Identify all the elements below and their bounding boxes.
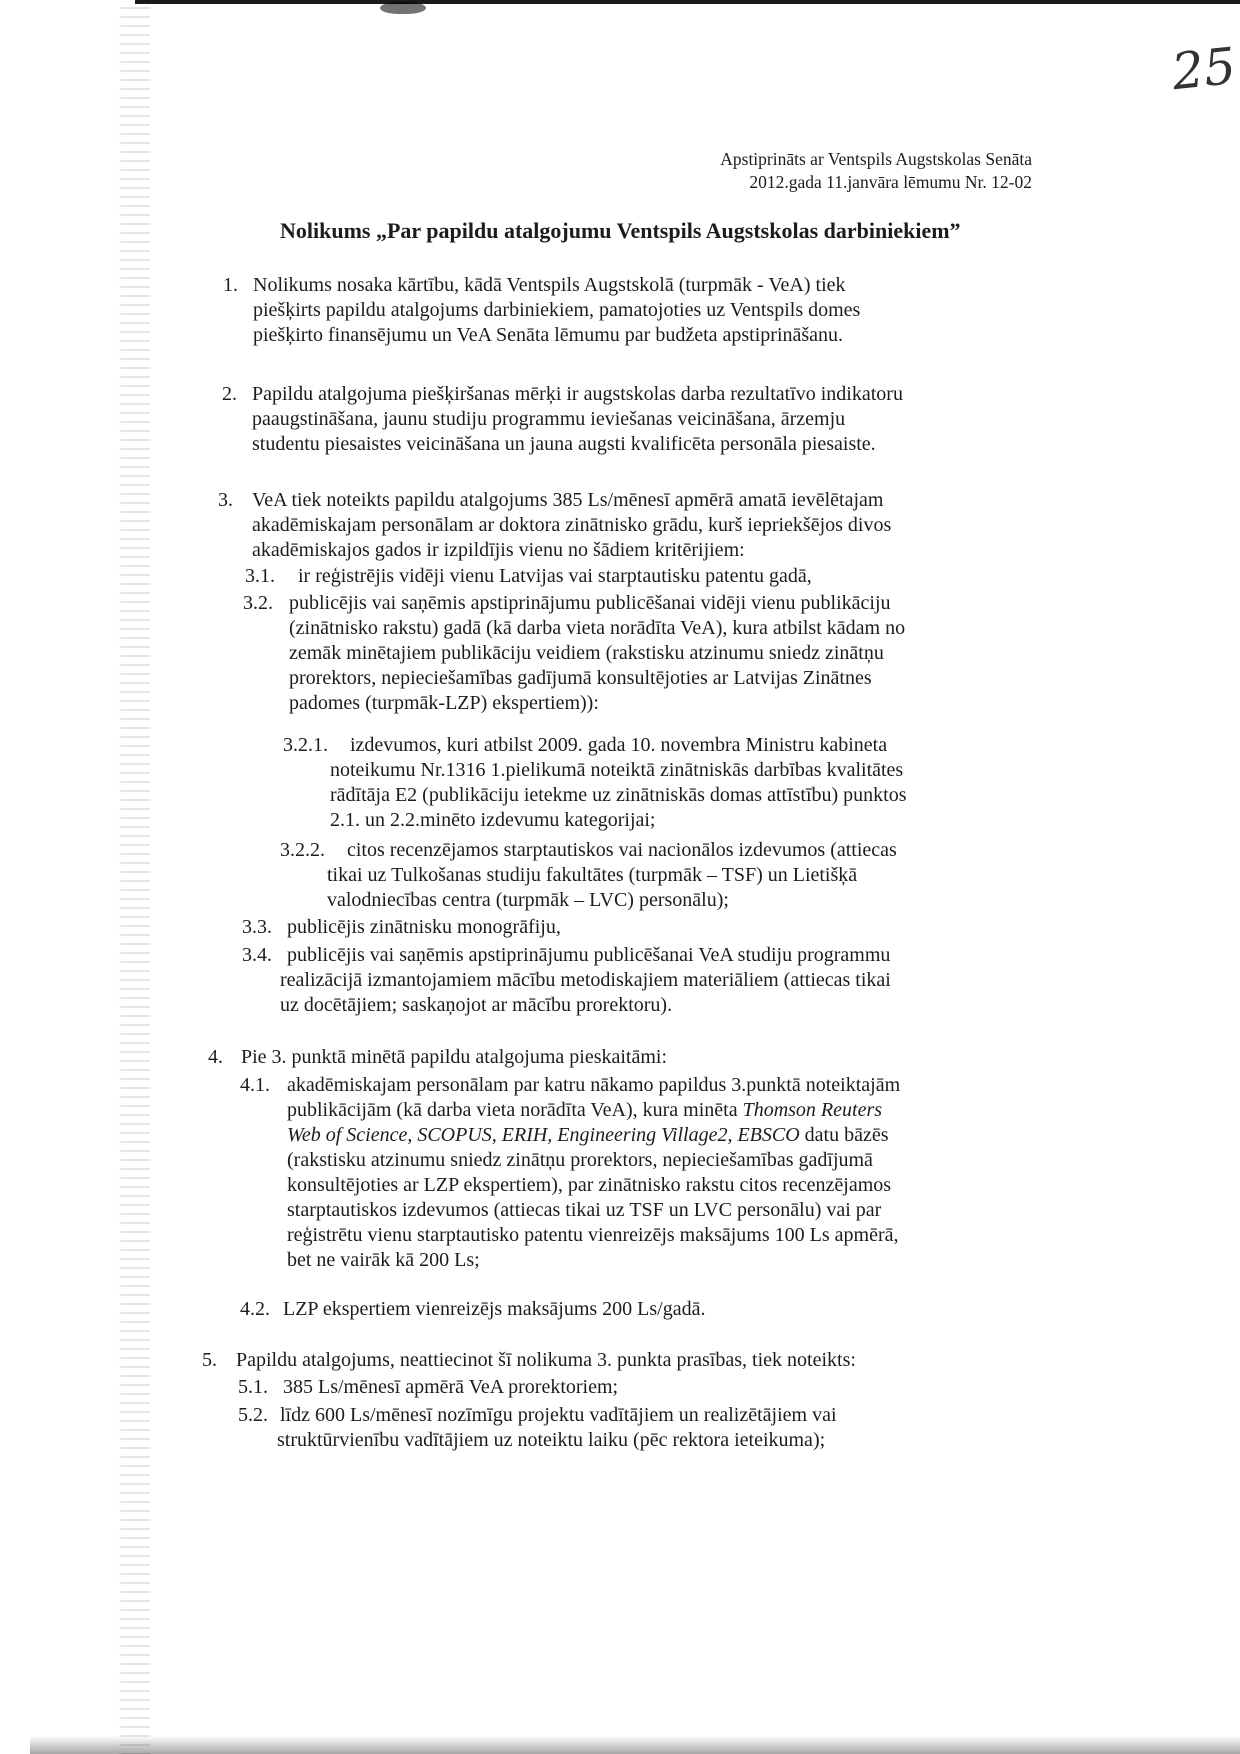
clause-4-1-cont [287, 1098, 899, 1273]
clause-5-1-number: 5.1. [238, 1376, 268, 1398]
text-line: publicējis zinātnisku monogrāfiju, [287, 916, 561, 938]
clause-3-2 [289, 591, 891, 616]
text-line: līdz 600 Ls/mēnesī nozīmīgu projektu vadītājiem un realizētājiem vai [280, 1404, 837, 1426]
clause-2 [252, 382, 903, 457]
clause-3 [252, 488, 891, 563]
clause-5-2-number: 5.2. [238, 1404, 268, 1426]
text-line: tikai uz Tulkošanas studiju fakultātes (turpmāk – TSF) un Lietišķā [327, 864, 858, 886]
clause-4 [241, 1045, 667, 1070]
clause-3-4-number: 3.4. [242, 944, 272, 966]
text-span: publikācijām (kā darba vieta norādīta VeA), kura minēta [287, 1099, 743, 1121]
clause-3-2-2-cont [327, 863, 857, 913]
text-line: padomes (turpmāk-LZP) ekspertiem)): [289, 692, 599, 714]
text-line: paaugstināšana, jaunu studiju programmu ieviešanas veicināšana, ārzemju [252, 408, 846, 430]
scan-smudge [380, 2, 426, 14]
text-line: izdevumos, kuri atbilst 2009. gada 10. novembra Ministru kabineta [350, 734, 888, 756]
clause-3-1-number: 3.1. [245, 565, 275, 587]
text-line: bet ne vairāk kā 200 Ls; [287, 1249, 480, 1271]
text-line: 385 Ls/mēnesī apmērā VeA prorektoriem; [283, 1376, 619, 1398]
clause-3-2-2-number: 3.2.2. [280, 839, 325, 861]
text-line: LZP ekspertiem vienreizējs maksājums 200 Ls/gadā. [283, 1298, 706, 1320]
text-line: akadēmiskajam personālam par katru nākamo papildus 3.punktā noteiktajām [287, 1074, 901, 1096]
clause-3-2-1 [350, 733, 887, 758]
text-line: piešķirts papildu atalgojums darbiniekiem, pamatojoties uz Ventspils domes [253, 299, 861, 321]
text-line: (zinātnisko rakstu) gadā (kā darba vieta norādīta VeA), kura atbilst kādam no [289, 617, 906, 639]
text-line: Pie 3. punktā minētā papildu atalgojuma pieskaitāmi: [241, 1046, 668, 1068]
text-line: Papildu atalgojums, neattiecinot šī nolikuma 3. punkta prasības, tiek noteikts: [236, 1349, 856, 1371]
clause-2-number: 2. [222, 383, 237, 405]
clause-3-3 [287, 915, 561, 940]
text-line [287, 1098, 899, 1123]
text-line: zemāk minētajiem publikāciju veidiem (rakstisku atzinumu sniedz zinātņu [289, 642, 884, 664]
text-line: struktūrvienību vadītājiem uz noteiktu laiku (pēc rektora ieteikuma); [277, 1429, 826, 1451]
clause-3-2-number: 3.2. [243, 592, 273, 614]
text-line: publicējis vai saņēmis apstiprinājumu publicēšanai vidēji vienu publikāciju [289, 592, 891, 614]
document-title: Nolikums „Par papildu atalgojumu Ventspils Augstskolas darbiniekiem” [280, 218, 961, 243]
clause-4-number: 4. [208, 1046, 223, 1068]
text-line: konsultējoties ar LZP ekspertiem), par zinātnisko rakstu citos recenzējamos [287, 1174, 892, 1196]
text-line: (rakstisku atzinumu sniedz zinātņu prorektors, nepieciešamības gadījumā [287, 1149, 873, 1171]
text-line: rādītāja E2 (publikāciju ietekme uz zinātniskās domas attīstību) punktos [330, 784, 907, 806]
text-line: 2.1. un 2.2.minēto izdevumu kategorijai; [330, 809, 656, 831]
clause-3-4 [287, 943, 890, 968]
clause-3-3-number: 3.3. [242, 916, 272, 938]
text-span: datu bāzēs [799, 1124, 889, 1146]
text-line: piešķirto finansējumu un VeA Senāta lēmumu par budžeta apstiprināšanu. [253, 324, 844, 346]
scan-edge-top [135, 0, 1240, 4]
clause-3-number: 3. [218, 489, 233, 511]
text-line: studentu piesaistes veicināšana un jauna augsti kvalificēta personāla piesaiste. [252, 433, 876, 455]
approval-note [720, 148, 1032, 194]
text-line: ir reģistrējis vidēji vienu Latvijas vai starptautisku patentu gadā, [298, 565, 812, 587]
text-line: reģistrētu vienu starptautisko patentu vienreizējs maksājums 100 Ls apmērā, [287, 1224, 899, 1246]
scan-edge-bottom [30, 1736, 1240, 1754]
text-line: Nolikums nosaka kārtību, kādā Ventspils Augstskolā (turpmāk - VeA) tiek [253, 274, 846, 296]
handwritten-page-number: 25 [1169, 36, 1239, 102]
text-line: VeA tiek noteikts papildu atalgojums 385 Ls/mēnesī apmērā amatā ievēlētajam [252, 489, 884, 511]
clause-4-2 [283, 1297, 705, 1322]
text-line: noteikumu Nr.1316 1.pielikumā noteiktā zinātniskās darbības kvalitātes [330, 759, 904, 781]
clause-5-1 [283, 1375, 618, 1400]
text-line: prorektors, nepieciešamības gadījumā konsultējoties ar Latvijas Zinātnes [289, 667, 872, 689]
text-line: citos recenzējamos starptautiskos vai nacionālos izdevumos (attiecas [347, 839, 897, 861]
clause-5-number: 5. [202, 1349, 217, 1371]
approval-line: 2012.gada 11.janvāra lēmumu Nr. 12-02 [749, 172, 1032, 192]
approval-line: Apstiprināts ar Ventspils Augstskolas Senāta [720, 149, 1032, 169]
text-line: realizācijā izmantojamiem mācību metodiskajiem materiāliem (attiecas tikai [280, 969, 891, 991]
clause-3-4-cont [280, 968, 891, 1018]
text-line: Papildu atalgojuma piešķiršanas mērķi ir augstskolas darba rezultatīvo indikatoru [252, 383, 903, 405]
clause-5-2-cont [277, 1428, 825, 1453]
clause-1 [253, 273, 860, 348]
database-name: Thomson Reuters [742, 1099, 883, 1121]
clause-3-1 [298, 564, 812, 589]
text-line: valodniecības centra (turpmāk – LVC) personālu); [327, 889, 729, 911]
text-line: akadēmiskajam personālam ar doktora zinātnisko grādu, kurš iepriekšējos divos [252, 514, 892, 536]
clause-4-2-number: 4.2. [240, 1298, 270, 1320]
text-line: akadēmiskajos gados ir izpildījis vienu no šādiem kritērijiem: [252, 539, 745, 561]
text-line [287, 1123, 899, 1148]
clause-3-2-2 [347, 838, 897, 863]
clause-5-2 [280, 1403, 837, 1428]
clause-3-2-1-number: 3.2.1. [283, 734, 328, 756]
database-names: Web of Science, SCOPUS, ERIH, Engineering Village2, EBSCO [287, 1124, 800, 1146]
text-line: starptautiskos izdevumos (attiecas tikai uz TSF un LVC personālu) vai par [287, 1199, 882, 1221]
clause-4-1 [287, 1073, 900, 1098]
clause-4-1-number: 4.1. [240, 1074, 270, 1096]
clause-5 [236, 1348, 856, 1373]
scan-edge-left [0, 0, 150, 1754]
clause-1-number: 1. [223, 274, 238, 296]
text-line: publicējis vai saņēmis apstiprinājumu publicēšanai VeA studiju programmu [287, 944, 891, 966]
text-line: uz docētājiem; saskaņojot ar mācību prorektoru). [280, 994, 673, 1016]
clause-3-2-cont [289, 616, 905, 716]
clause-3-2-1-cont [330, 758, 907, 833]
